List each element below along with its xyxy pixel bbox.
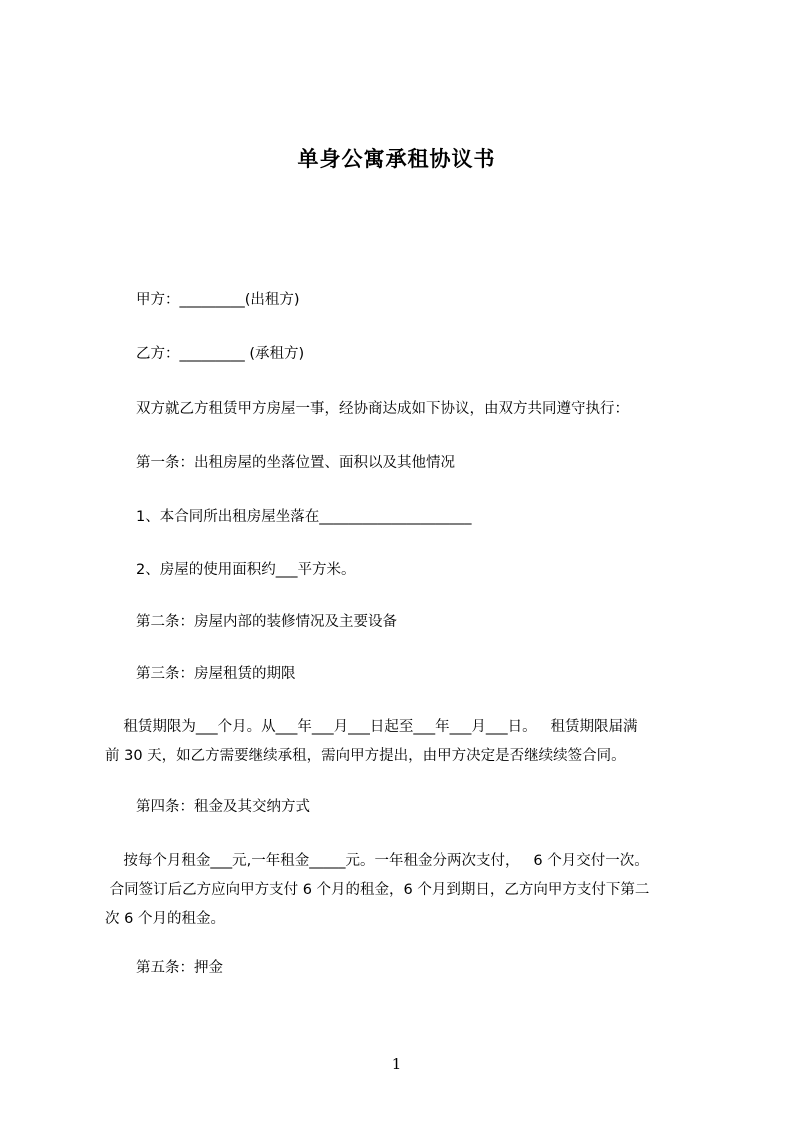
- article-4-heading: 第四条：租金及其交纳方式: [136, 799, 310, 815]
- article-4-body-line-2: 合同签订后乙方应向甲方支付 6 个月的租金，6 个月到期日，乙方向甲方支付下第二: [105, 882, 650, 898]
- intro-paragraph: 双方就乙方租赁甲方房屋一事，经协商达成如下协议，由双方共同遵守执行：: [136, 401, 629, 417]
- article-3-body: [105, 713, 695, 771]
- document-title: 单身公寓承租协议书: [297, 147, 496, 171]
- article-1-item-1: 1、本合同所出租房屋坐落在_____________________: [136, 509, 472, 525]
- article-5-heading: 第五条：押金: [136, 960, 223, 976]
- article-4-body-line-1: 按每个月租金___元,一年租金_____元。一年租金分两次支付， 6 个月交付一次。: [105, 853, 649, 869]
- article-3-heading: 第三条：房屋租赁的期限: [136, 666, 296, 682]
- article-4-body-line-3: 次 6 个月的租金。: [105, 911, 225, 927]
- page-number: 1: [391, 1055, 402, 1073]
- article-3-body-line-1: 租赁期限为___个月。从___年___月___日起至___年___月___日。 租赁期限届满: [105, 719, 638, 735]
- article-2-heading: 第二条：房屋内部的装修情况及主要设备: [136, 614, 397, 630]
- party-a-line: 甲方：_________(出租方): [136, 292, 300, 308]
- article-1-heading: 第一条：出租房屋的坐落位置、面积以及其他情况: [136, 455, 455, 471]
- article-3-body-line-2: 前 30 天，如乙方需要继续承租，需向甲方提出，由甲方决定是否继续续签合同。: [105, 748, 626, 764]
- article-1-item-2: 2、房屋的使用面积约___平方米。: [136, 562, 356, 578]
- article-4-body: [105, 847, 695, 934]
- party-b-line: 乙方：_________ (承租方): [136, 346, 305, 362]
